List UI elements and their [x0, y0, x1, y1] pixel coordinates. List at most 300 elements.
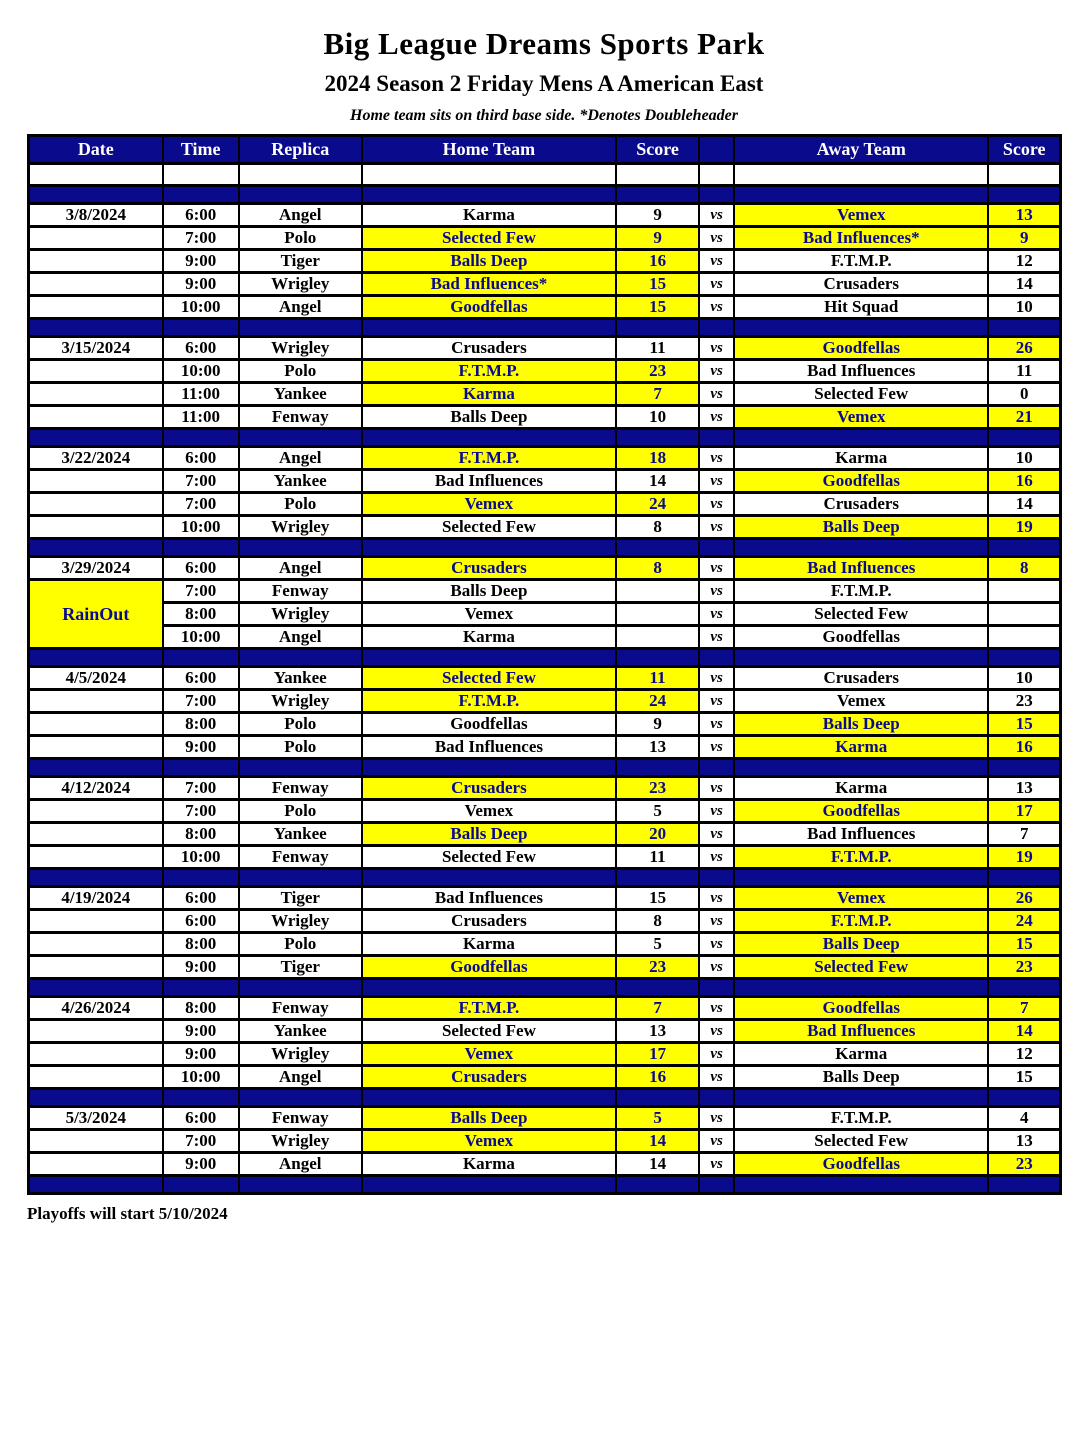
date-cell — [29, 516, 163, 539]
separator-cell — [362, 186, 616, 204]
game-row — [29, 1066, 1061, 1089]
vs-label: vs — [699, 800, 734, 823]
separator-cell — [699, 429, 734, 447]
game-row — [29, 516, 1061, 539]
away-team-cell: Selected Few — [734, 383, 988, 406]
separator-cell — [699, 539, 734, 557]
time-cell: 6:00 — [163, 447, 239, 470]
separator-cell — [988, 319, 1060, 337]
vs-label: vs — [699, 1020, 734, 1043]
home-score-cell: 13 — [616, 1020, 699, 1043]
time-cell: 8:00 — [163, 933, 239, 956]
vs-label: vs — [699, 713, 734, 736]
away-score-cell: 19 — [988, 846, 1060, 869]
game-row — [29, 383, 1061, 406]
home-score-cell: 8 — [616, 516, 699, 539]
separator-cell — [734, 979, 988, 997]
away-team-cell: Bad Influences — [734, 1020, 988, 1043]
separator-cell — [362, 1089, 616, 1107]
separator-cell — [163, 429, 239, 447]
home-team-cell: Selected Few — [362, 667, 616, 690]
vs-label: vs — [699, 846, 734, 869]
home-team-cell: Goodfellas — [362, 956, 616, 979]
away-score-cell: 15 — [988, 713, 1060, 736]
separator-cell — [616, 869, 699, 887]
separator-cell — [699, 979, 734, 997]
replica-cell: Fenway — [239, 846, 362, 869]
time-cell: 10:00 — [163, 626, 239, 649]
replica-cell: Wrigley — [239, 1130, 362, 1153]
time-cell: 9:00 — [163, 1043, 239, 1066]
column-header-score: Score — [988, 136, 1060, 164]
separator-cell — [734, 649, 988, 667]
separator-cell — [362, 649, 616, 667]
date-cell: 4/26/2024 — [29, 997, 163, 1020]
time-cell: 8:00 — [163, 823, 239, 846]
home-score-cell: 24 — [616, 493, 699, 516]
away-score-cell: 15 — [988, 933, 1060, 956]
separator-cell — [239, 1089, 362, 1107]
time-cell: 7:00 — [163, 580, 239, 603]
page-note: Home team sits on third base side. *Denotes Doubleheader — [350, 107, 738, 124]
separator-cell — [29, 1176, 163, 1194]
separator-cell — [239, 186, 362, 204]
vs-label: vs — [699, 204, 734, 227]
away-score-cell: 12 — [988, 1043, 1060, 1066]
separator-cell — [734, 539, 988, 557]
separator-cell — [163, 759, 239, 777]
date-cell — [29, 470, 163, 493]
home-team-cell: Balls Deep — [362, 1107, 616, 1130]
separator-cell — [29, 979, 163, 997]
home-score-cell: 7 — [616, 997, 699, 1020]
separator-cell — [988, 759, 1060, 777]
home-score-cell: 20 — [616, 823, 699, 846]
time-cell: 6:00 — [163, 204, 239, 227]
separator-cell — [239, 1176, 362, 1194]
game-row — [29, 777, 1061, 800]
date-cell — [29, 360, 163, 383]
away-team-cell: Bad Influences — [734, 823, 988, 846]
replica-cell: Wrigley — [239, 516, 362, 539]
home-team-cell: Karma — [362, 383, 616, 406]
away-score-cell: 10 — [988, 667, 1060, 690]
separator-cell — [616, 429, 699, 447]
date-cell — [29, 910, 163, 933]
time-cell: 6:00 — [163, 337, 239, 360]
replica-cell: Tiger — [239, 956, 362, 979]
date-cell: 3/8/2024 — [29, 204, 163, 227]
away-team-cell: Balls Deep — [734, 516, 988, 539]
spacer-cell — [734, 164, 988, 186]
separator-cell — [734, 759, 988, 777]
replica-cell: Angel — [239, 626, 362, 649]
away-team-cell: Vemex — [734, 887, 988, 910]
vs-label: vs — [699, 273, 734, 296]
replica-cell: Angel — [239, 557, 362, 580]
time-cell: 9:00 — [163, 956, 239, 979]
replica-cell: Polo — [239, 736, 362, 759]
vs-label: vs — [699, 1066, 734, 1089]
home-team-cell: Goodfellas — [362, 296, 616, 319]
vs-label: vs — [699, 603, 734, 626]
game-row — [29, 997, 1061, 1020]
away-score-cell: 4 — [988, 1107, 1060, 1130]
time-cell: 11:00 — [163, 406, 239, 429]
vs-label: vs — [699, 470, 734, 493]
replica-cell: Fenway — [239, 1107, 362, 1130]
away-score-cell: 17 — [988, 800, 1060, 823]
home-score-cell: 7 — [616, 383, 699, 406]
separator-cell — [699, 319, 734, 337]
vs-label: vs — [699, 777, 734, 800]
away-team-cell: Goodfellas — [734, 337, 988, 360]
separator-cell — [239, 759, 362, 777]
home-team-cell: F.T.M.P. — [362, 997, 616, 1020]
away-score-cell: 13 — [988, 1130, 1060, 1153]
replica-cell: Polo — [239, 227, 362, 250]
away-score-cell — [988, 626, 1060, 649]
away-team-cell: Goodfellas — [734, 800, 988, 823]
home-score-cell: 9 — [616, 227, 699, 250]
game-row — [29, 933, 1061, 956]
time-cell: 10:00 — [163, 360, 239, 383]
date-cell — [29, 800, 163, 823]
home-team-cell: Selected Few — [362, 227, 616, 250]
replica-cell: Yankee — [239, 470, 362, 493]
replica-cell: Angel — [239, 1153, 362, 1176]
date-cell: 4/5/2024 — [29, 667, 163, 690]
separator-cell — [734, 319, 988, 337]
separator-cell — [988, 979, 1060, 997]
away-score-cell: 7 — [988, 997, 1060, 1020]
vs-label: vs — [699, 337, 734, 360]
separator-cell — [163, 979, 239, 997]
time-cell: 10:00 — [163, 846, 239, 869]
separator-cell — [29, 319, 163, 337]
separator-cell — [362, 979, 616, 997]
time-cell: 8:00 — [163, 713, 239, 736]
separator-cell — [29, 869, 163, 887]
replica-cell: Tiger — [239, 250, 362, 273]
time-cell: 9:00 — [163, 1153, 239, 1176]
home-team-cell: Karma — [362, 204, 616, 227]
replica-cell: Polo — [239, 493, 362, 516]
vs-label: vs — [699, 296, 734, 319]
vs-label: vs — [699, 1043, 734, 1066]
page-title: Big League Dreams Sports Park — [323, 26, 765, 61]
time-cell: 6:00 — [163, 667, 239, 690]
game-row — [29, 690, 1061, 713]
away-score-cell: 12 — [988, 250, 1060, 273]
away-score-cell: 26 — [988, 887, 1060, 910]
time-cell: 7:00 — [163, 470, 239, 493]
away-score-cell — [988, 580, 1060, 603]
column-header-date: Date — [29, 136, 163, 164]
game-row — [29, 580, 1061, 603]
away-team-cell: Balls Deep — [734, 1066, 988, 1089]
separator-cell — [163, 1176, 239, 1194]
separator-cell — [163, 1089, 239, 1107]
away-score-cell: 21 — [988, 406, 1060, 429]
table-header-row — [29, 136, 1061, 164]
separator-cell — [988, 186, 1060, 204]
vs-label: vs — [699, 493, 734, 516]
time-cell: 6:00 — [163, 557, 239, 580]
away-score-cell: 8 — [988, 557, 1060, 580]
game-row — [29, 273, 1061, 296]
date-cell — [29, 690, 163, 713]
home-team-cell: Bad Influences* — [362, 273, 616, 296]
vs-label: vs — [699, 1130, 734, 1153]
spacer-cell — [988, 164, 1060, 186]
replica-cell: Angel — [239, 204, 362, 227]
vs-label: vs — [699, 690, 734, 713]
away-score-cell: 15 — [988, 1066, 1060, 1089]
date-cell — [29, 1130, 163, 1153]
column-header-time: Time — [163, 136, 239, 164]
date-cell: 3/22/2024 — [29, 447, 163, 470]
home-score-cell: 11 — [616, 667, 699, 690]
home-score-cell: 8 — [616, 557, 699, 580]
game-row — [29, 667, 1061, 690]
replica-cell: Tiger — [239, 887, 362, 910]
away-team-cell: Hit Squad — [734, 296, 988, 319]
time-cell: 7:00 — [163, 777, 239, 800]
separator-cell — [988, 649, 1060, 667]
home-team-cell: Vemex — [362, 493, 616, 516]
home-team-cell: Karma — [362, 626, 616, 649]
date-cell — [29, 1066, 163, 1089]
home-team-cell: Bad Influences — [362, 470, 616, 493]
separator-cell — [362, 759, 616, 777]
home-score-cell: 16 — [616, 250, 699, 273]
date-cell — [29, 1043, 163, 1066]
away-score-cell: 14 — [988, 273, 1060, 296]
separator-row — [29, 1089, 1061, 1107]
game-row — [29, 250, 1061, 273]
separator-row — [29, 319, 1061, 337]
replica-cell: Angel — [239, 1066, 362, 1089]
game-row — [29, 1020, 1061, 1043]
home-score-cell: 5 — [616, 1107, 699, 1130]
home-team-cell: Vemex — [362, 1130, 616, 1153]
column-header-home-team: Home Team — [362, 136, 616, 164]
replica-cell: Wrigley — [239, 1043, 362, 1066]
game-row — [29, 493, 1061, 516]
replica-cell: Angel — [239, 447, 362, 470]
game-row — [29, 227, 1061, 250]
home-team-cell: F.T.M.P. — [362, 447, 616, 470]
home-score-cell: 13 — [616, 736, 699, 759]
separator-cell — [699, 649, 734, 667]
home-team-cell: Selected Few — [362, 846, 616, 869]
home-team-cell: Karma — [362, 933, 616, 956]
home-team-cell: Vemex — [362, 800, 616, 823]
vs-label: vs — [699, 383, 734, 406]
home-team-cell: Balls Deep — [362, 823, 616, 846]
separator-cell — [29, 759, 163, 777]
vs-label: vs — [699, 227, 734, 250]
away-score-cell: 23 — [988, 1153, 1060, 1176]
date-cell — [29, 823, 163, 846]
home-team-cell: Vemex — [362, 1043, 616, 1066]
separator-row — [29, 186, 1061, 204]
replica-cell: Wrigley — [239, 337, 362, 360]
home-team-cell: Selected Few — [362, 516, 616, 539]
game-row — [29, 360, 1061, 383]
date-cell: 3/29/2024 — [29, 557, 163, 580]
time-cell: 6:00 — [163, 1107, 239, 1130]
away-team-cell: Selected Few — [734, 603, 988, 626]
home-score-cell: 9 — [616, 713, 699, 736]
rainout-cell: RainOut — [29, 580, 163, 649]
away-score-cell: 16 — [988, 470, 1060, 493]
vs-label: vs — [699, 997, 734, 1020]
separator-cell — [616, 1089, 699, 1107]
separator-cell — [29, 429, 163, 447]
home-team-cell: Goodfellas — [362, 713, 616, 736]
vs-label: vs — [699, 667, 734, 690]
time-cell: 9:00 — [163, 1020, 239, 1043]
separator-row — [29, 759, 1061, 777]
away-score-cell: 10 — [988, 296, 1060, 319]
vs-label: vs — [699, 823, 734, 846]
date-cell — [29, 713, 163, 736]
home-team-cell: Crusaders — [362, 337, 616, 360]
replica-cell: Wrigley — [239, 910, 362, 933]
vs-label: vs — [699, 887, 734, 910]
game-row — [29, 1043, 1061, 1066]
time-cell: 10:00 — [163, 516, 239, 539]
home-team-cell: Selected Few — [362, 1020, 616, 1043]
home-score-cell: 15 — [616, 296, 699, 319]
separator-cell — [239, 539, 362, 557]
column-header-vs — [699, 136, 734, 164]
home-score-cell: 11 — [616, 846, 699, 869]
separator-cell — [163, 539, 239, 557]
vs-label: vs — [699, 626, 734, 649]
time-cell: 6:00 — [163, 887, 239, 910]
date-cell — [29, 933, 163, 956]
replica-cell: Yankee — [239, 667, 362, 690]
separator-cell — [163, 186, 239, 204]
game-row — [29, 800, 1061, 823]
date-cell — [29, 493, 163, 516]
vs-label: vs — [699, 956, 734, 979]
separator-cell — [699, 1176, 734, 1194]
away-team-cell: F.T.M.P. — [734, 1107, 988, 1130]
separator-cell — [163, 319, 239, 337]
time-cell: 8:00 — [163, 603, 239, 626]
away-score-cell — [988, 603, 1060, 626]
separator-cell — [362, 1176, 616, 1194]
away-score-cell: 9 — [988, 227, 1060, 250]
date-cell — [29, 846, 163, 869]
separator-cell — [239, 979, 362, 997]
away-score-cell: 14 — [988, 493, 1060, 516]
game-row — [29, 1153, 1061, 1176]
time-cell: 7:00 — [163, 493, 239, 516]
spacer-cell — [29, 164, 163, 186]
separator-cell — [988, 1176, 1060, 1194]
date-cell — [29, 296, 163, 319]
spacer-cell — [699, 164, 734, 186]
spacer-cell — [616, 164, 699, 186]
home-score-cell: 8 — [616, 910, 699, 933]
away-team-cell: Goodfellas — [734, 1153, 988, 1176]
vs-label: vs — [699, 1153, 734, 1176]
separator-cell — [163, 649, 239, 667]
home-score-cell: 18 — [616, 447, 699, 470]
home-score-cell: 14 — [616, 470, 699, 493]
away-team-cell: Karma — [734, 447, 988, 470]
date-cell: 4/19/2024 — [29, 887, 163, 910]
separator-cell — [988, 539, 1060, 557]
away-team-cell: Balls Deep — [734, 713, 988, 736]
game-row — [29, 887, 1061, 910]
separator-cell — [362, 429, 616, 447]
separator-cell — [988, 1089, 1060, 1107]
vs-label: vs — [699, 360, 734, 383]
away-score-cell: 13 — [988, 777, 1060, 800]
away-team-cell: F.T.M.P. — [734, 846, 988, 869]
vs-label: vs — [699, 406, 734, 429]
home-team-cell: Crusaders — [362, 910, 616, 933]
separator-row — [29, 979, 1061, 997]
vs-label: vs — [699, 910, 734, 933]
home-score-cell: 10 — [616, 406, 699, 429]
time-cell: 11:00 — [163, 383, 239, 406]
date-cell — [29, 273, 163, 296]
home-score-cell — [616, 603, 699, 626]
game-row — [29, 337, 1061, 360]
home-team-cell: Crusaders — [362, 557, 616, 580]
replica-cell: Polo — [239, 933, 362, 956]
date-cell — [29, 250, 163, 273]
time-cell: 7:00 — [163, 1130, 239, 1153]
away-team-cell: Crusaders — [734, 667, 988, 690]
home-score-cell: 15 — [616, 887, 699, 910]
separator-row — [29, 1176, 1061, 1194]
vs-label: vs — [699, 1107, 734, 1130]
date-cell — [29, 383, 163, 406]
away-score-cell: 10 — [988, 447, 1060, 470]
separator-cell — [239, 869, 362, 887]
home-score-cell: 5 — [616, 933, 699, 956]
away-team-cell: Goodfellas — [734, 626, 988, 649]
separator-cell — [734, 186, 988, 204]
away-score-cell: 7 — [988, 823, 1060, 846]
home-team-cell: Karma — [362, 1153, 616, 1176]
date-cell — [29, 1020, 163, 1043]
home-team-cell: Crusaders — [362, 777, 616, 800]
separator-cell — [29, 539, 163, 557]
separator-cell — [699, 759, 734, 777]
home-score-cell: 23 — [616, 956, 699, 979]
time-cell: 6:00 — [163, 910, 239, 933]
away-score-cell: 19 — [988, 516, 1060, 539]
separator-row — [29, 539, 1061, 557]
separator-cell — [616, 979, 699, 997]
home-team-cell: F.T.M.P. — [362, 690, 616, 713]
separator-cell — [362, 539, 616, 557]
separator-cell — [734, 1089, 988, 1107]
time-cell: 10:00 — [163, 296, 239, 319]
replica-cell: Fenway — [239, 406, 362, 429]
separator-row — [29, 649, 1061, 667]
home-team-cell: Bad Influences — [362, 887, 616, 910]
